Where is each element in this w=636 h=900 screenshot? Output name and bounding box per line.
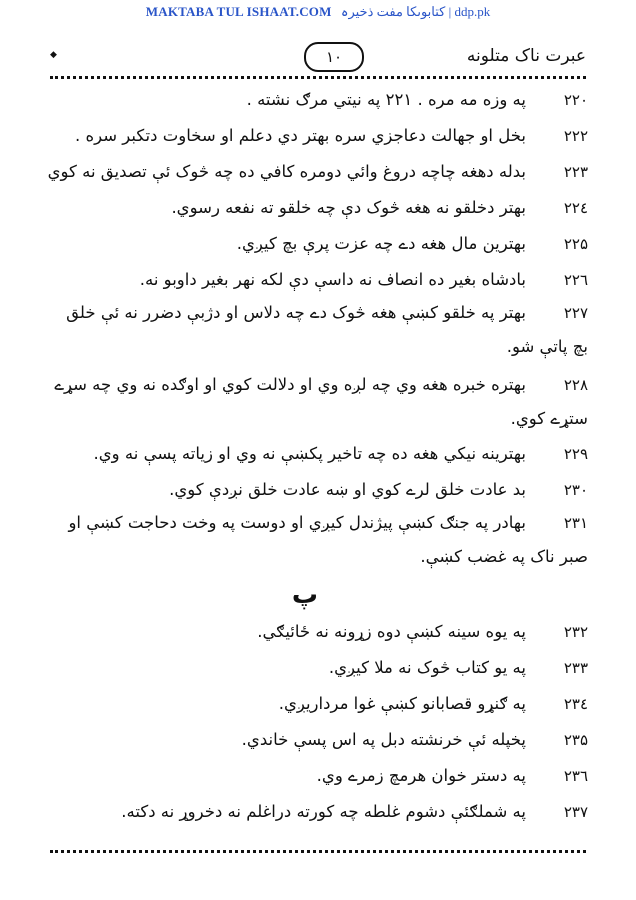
entry-number: ۲۲۵ xyxy=(563,235,588,253)
entry-text: په دستر خوان هرمچ زمرے وي. xyxy=(316,766,526,785)
list-item xyxy=(247,82,588,118)
entry-number: ۲۳۱ xyxy=(563,514,588,532)
list-item xyxy=(169,472,588,508)
entry-number: ۲۲٤ xyxy=(563,199,588,217)
entry-text: بد عادت خلق لرے کوي او ښه عادت خلق نږدې کوي. xyxy=(169,480,526,499)
list-item xyxy=(140,262,588,298)
entry-text: په ګنړو قصابانو کښې غوا مرداریږي. xyxy=(278,694,526,713)
list-item xyxy=(171,190,588,226)
entry-number: ۲۲۸ xyxy=(563,376,588,394)
entry-number: ۲۳۵ xyxy=(563,731,588,749)
entry-text: بهترینه نیکي هغه ده چه تاخیر پکښې نه وي او زیاته پسې نه وي. xyxy=(93,444,526,463)
entry-number: ۲۲۷ xyxy=(563,304,588,322)
section-letter: پ xyxy=(291,580,318,610)
watermark-urdu: کتابوںکا مفت ذخیرہ | ddp.pk xyxy=(340,4,491,19)
page-number: ۱۰ xyxy=(304,42,364,72)
entry-text: بهادر په جنګ کښې پیژندل کیږي او دوست په وخت دحاجت کښې او صبر ناک په غضب کښې. xyxy=(68,513,588,566)
watermark-latin: MAKTABA TUL ISHAAT.COM xyxy=(145,4,332,19)
page-header xyxy=(50,42,586,72)
entry-text: په وزه مه مره . ۲۲۱ په نیتي مرګ نشته . xyxy=(246,90,526,109)
list-item xyxy=(48,296,588,364)
entry-text: بادشاه بغیر ده انصاف نه داسې دې لکه نهر بغیر داوبو نه. xyxy=(139,270,526,289)
entry-text: بهترین مال هغه دے چه عزت پرې بچ کیږي. xyxy=(236,234,526,253)
entry-number: ۲۲۳ xyxy=(563,163,588,181)
list-item xyxy=(242,722,588,758)
list-item xyxy=(237,226,588,262)
list-item xyxy=(317,758,588,794)
entry-text: بخل او جهالت دعاجزي سره بهتر دي دعلم او سخاوت دتکبر سره . xyxy=(75,126,526,145)
list-item xyxy=(94,436,588,472)
list-item xyxy=(279,686,588,722)
entry-text: په شملګئې دشوم غلطه چه کورته دراغلم نه دخروړ نه دکته. xyxy=(121,802,526,821)
list-item xyxy=(257,614,588,650)
list-item xyxy=(48,506,588,574)
footer-divider xyxy=(50,850,586,853)
entry-text: بهتر په خلقو کښې هغه څوک دے چه دلاس او دژبې دضرر نه ئې خلق بچ پاتې شو. xyxy=(66,303,588,356)
list-item xyxy=(75,118,588,154)
entry-number: ۲۳٦ xyxy=(563,767,588,785)
entry-text: پخپله ئې خرنشته دبل په اس پسې خاندي. xyxy=(241,730,526,749)
entry-number: ۲۳۷ xyxy=(563,803,588,821)
header-divider xyxy=(50,76,586,79)
entry-text: په یوه سینه کښې دوه زړونه نه ځائیګي. xyxy=(257,622,526,641)
list-item xyxy=(48,368,588,436)
entry-number: ۲۳۲ xyxy=(563,623,588,641)
entry-number: ۲۲٦ xyxy=(563,271,588,289)
entry-number: ۲۲۹ xyxy=(563,445,588,463)
entry-text: په یو کتاب څوک نه ملا کیږي. xyxy=(328,658,526,677)
entry-number: ۲۳٤ xyxy=(563,695,588,713)
entry-text: بهتر دخلقو نه هغه څوک دې چه خلقو ته نفعه رسوي. xyxy=(171,198,526,217)
list-item xyxy=(329,650,588,686)
entry-number: ۲۲۲ xyxy=(563,127,588,145)
page-title: عبرت ناک متلونه xyxy=(466,46,586,66)
list-item xyxy=(121,794,588,830)
entry-text: بهتره خبره هغه وي چه لږه وي او دلالت کوي او اوګده نه وي چه سړے ستړے کوي. xyxy=(54,375,588,428)
corner-mark-icon: ◆ xyxy=(50,50,57,60)
site-watermark xyxy=(0,4,636,20)
entry-number: ۲۳۰ xyxy=(563,481,588,499)
entry-text: بدله دهغه چاچه دروغ وائي دومره کافي ده چه څوک ئې تصدیق نه کوي xyxy=(47,162,526,181)
entry-number: ۲۲۰ xyxy=(563,91,588,109)
list-item xyxy=(48,154,588,190)
entry-number: ۲۳۳ xyxy=(563,659,588,677)
